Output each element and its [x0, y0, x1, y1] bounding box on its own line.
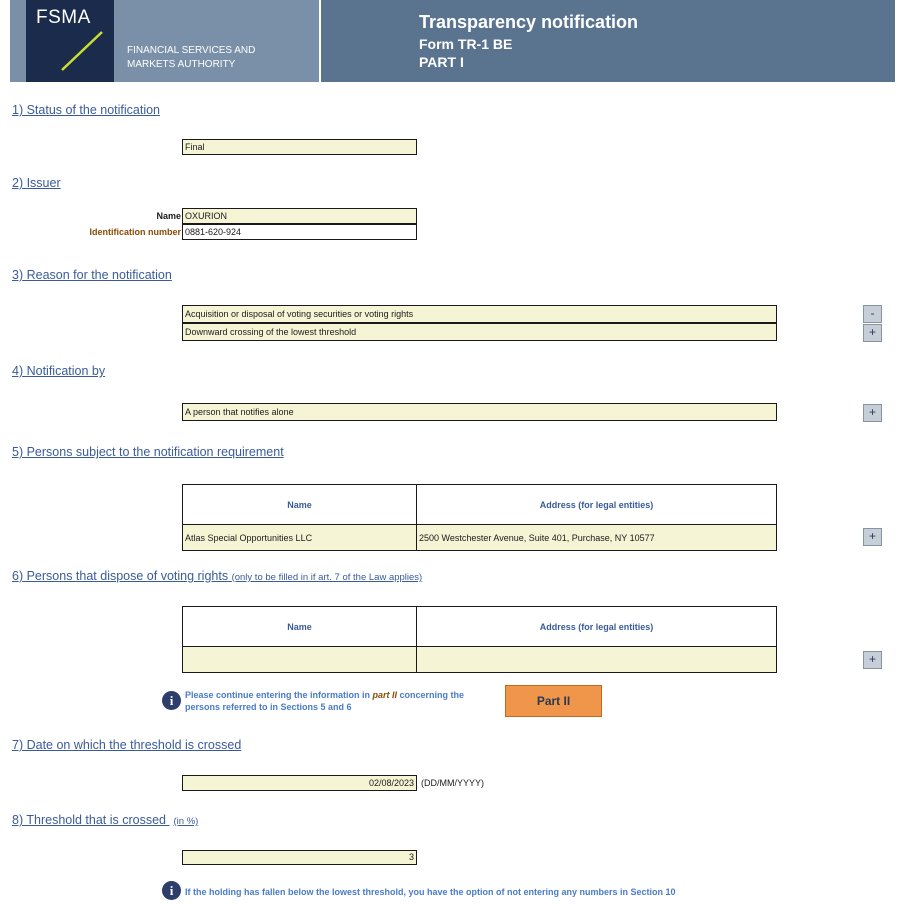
part-label: PART I: [419, 54, 464, 70]
person-name-cell[interactable]: Atlas Special Opportunities LLC: [183, 525, 417, 551]
issuer-id-label: Identification number: [89, 227, 181, 237]
threshold-date-field[interactable]: 02/08/2023: [182, 775, 417, 791]
info-part2-text: Please continue entering the information in part II concerning the persons referred to in Sections 5 and 6: [185, 690, 465, 712]
info-icon: i: [162, 881, 181, 900]
status-field[interactable]: Final: [182, 139, 417, 155]
add-person-button[interactable]: +: [863, 528, 882, 546]
part-ii-button[interactable]: Part II: [505, 685, 602, 717]
issuer-id-field[interactable]: 0881-620-924: [182, 224, 417, 240]
section-2-title: 2) Issuer: [12, 176, 61, 190]
section-3-title: 3) Reason for the notification: [12, 268, 172, 282]
column-header-address: Address (for legal entities): [417, 485, 777, 525]
date-format-hint: (DD/MM/YYYY): [421, 778, 484, 788]
threshold-unit: (in %): [173, 816, 199, 827]
issuer-name-field[interactable]: OXURION: [182, 208, 417, 224]
reason-field-2[interactable]: Downward crossing of the lowest threshold: [182, 323, 777, 341]
dispose-address-cell[interactable]: [417, 647, 777, 673]
form-id: Form TR-1 BE: [419, 36, 513, 52]
section-4-title: 4) Notification by: [12, 364, 106, 378]
info-threshold-text: If the holding has fallen below the lowest threshold, you have the option of not entering any numbers in Section 10: [185, 887, 676, 897]
persons-subject-table: [182, 484, 777, 551]
remove-reason-button[interactable]: -: [863, 305, 882, 323]
section-1-title: 1) Status of the notification: [12, 103, 161, 117]
column-header-name: Name: [183, 485, 417, 525]
info-icon: i: [162, 691, 181, 710]
column-header-name: Name: [183, 607, 417, 647]
persons-dispose-table: [182, 606, 777, 673]
table-row: [183, 525, 777, 551]
section-8-title: 8) Threshold that is crossed (in %): [12, 813, 199, 827]
add-dispose-person-button[interactable]: +: [863, 651, 882, 669]
table-row: [183, 647, 777, 673]
reason-field-1[interactable]: Acquisition or disposal of voting securities or voting rights: [182, 305, 777, 323]
add-reason-button[interactable]: +: [863, 324, 882, 342]
section-5-title: 5) Persons subject to the notification requirement: [12, 445, 284, 459]
issuer-name-label: Name: [156, 211, 181, 221]
org-name: FINANCIAL SERVICES AND MARKETS AUTHORITY: [127, 45, 256, 70]
logo-slash-icon: [56, 28, 116, 74]
section-6-note: (only to be filled in if art. 7 of the Law applies): [231, 572, 423, 583]
column-header-address: Address (for legal entities): [417, 607, 777, 647]
add-notifier-button[interactable]: +: [863, 404, 882, 422]
fsma-logo-text: FSMA: [36, 7, 91, 28]
threshold-value-field[interactable]: 3: [182, 850, 417, 865]
dispose-name-cell[interactable]: [183, 647, 417, 673]
section-7-title: 7) Date on which the threshold is crossed: [12, 738, 242, 752]
section-6-title: 6) Persons that dispose of voting rights (only to be filled in if art. 7 of the Law applies): [12, 569, 423, 583]
person-address-cell[interactable]: 2500 Westchester Avenue, Suite 401, Purchase, NY 10577: [417, 525, 777, 551]
notification-by-field[interactable]: A person that notifies alone: [182, 403, 777, 421]
page-title: Transparency notification: [419, 12, 639, 32]
